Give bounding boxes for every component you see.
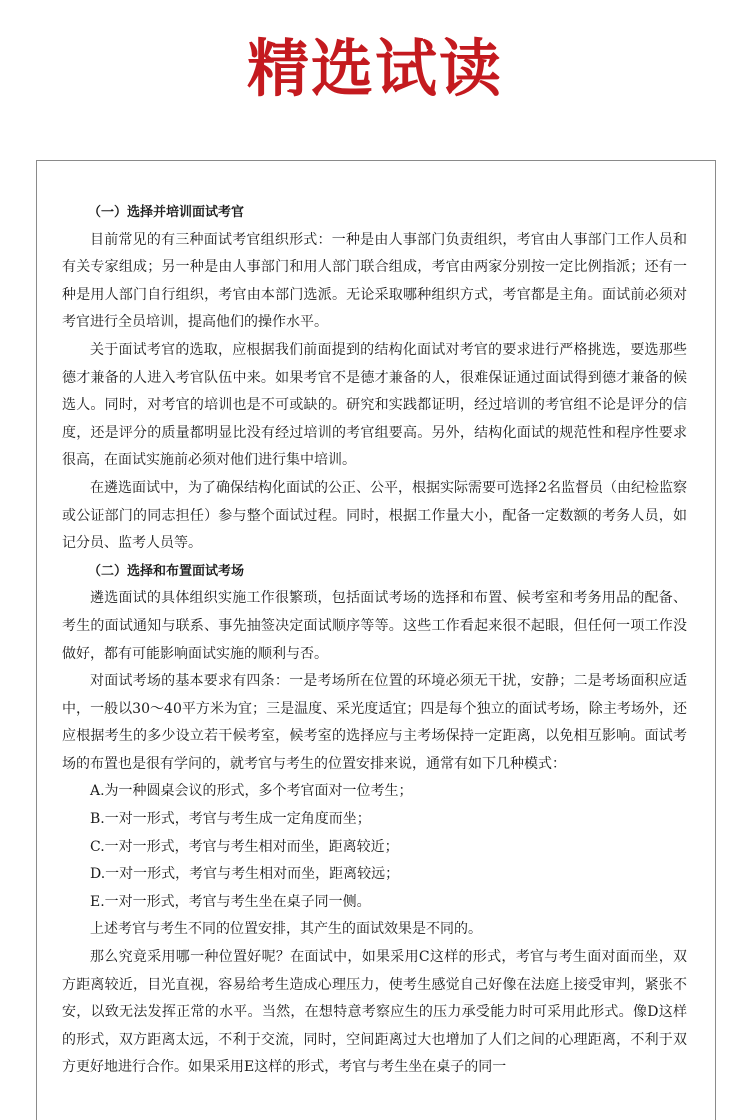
paragraph: 在遴选面试中，为了确保结构化面试的公正、公平，根据实际需要可选择2名监督员（由纪检监察或公证部门的同志担任）参与整个面试过程。同时，根据工作量大小，配备一定数额的考务人员，如记分员、监考人员等。 xyxy=(62,479,687,552)
document-body xyxy=(62,199,687,1082)
section-heading: （二）选择和布置面试考场 xyxy=(88,563,245,579)
paragraph: 上述考官与考生不同的位置安排，其产生的面试效果是不同的。 xyxy=(90,921,482,938)
paragraph: 目前常见的有三种面试考官组织形式：一种是由人事部门负责组织，考官由人事部门工作人员和有关专家组成；另一种是由人事部门和用人部门联合组成，考官由两家分别按一定比例指派；还有一种是用人部门自行组织，考官由本部门选派。无论采取哪种组织方式，考官都是主角。面试前必须对考官进行全员培训，提高他们的操作水平。 xyxy=(62,231,687,331)
list-item: B.一对一形式，考官与考生成一定角度而坐； xyxy=(90,811,371,828)
list-item: A.为一种圆桌会议的形式，多个考官面对一位考生； xyxy=(90,783,413,800)
banner-title: 精选试读 xyxy=(246,32,503,105)
paragraph: 那么究竟采用哪一种位置好呢？在面试中，如果采用C这样的形式，考官与考生面对面而坐，双方距离较近，目光直视，容易给考生造成心理压力，使考生感觉自己好像在法庭上接受审判，紧张不安，以致无法发挥正常的水平。当然，在想特意考察应生的压力承受能力时可采用此形式。像D这样的形式，双方距离太远，不利于交流，同时，空间距离过大也增加了人们之间的心理距离，不利于双方更好地进行合作。如果采用E这样的形式，考官与考生坐在桌子的同一 xyxy=(62,949,687,1076)
section-heading: （一）选择并培训面试考官 xyxy=(88,205,245,220)
banner xyxy=(0,0,750,160)
paragraph: 对面试考场的基本要求有四条：一是考场所在位置的环境必须无干扰，安静；二是考场面积应适中，一般以30～40平方米为宜；三是温度、采光度适宜；四是每个独立的面试考场，除主考场外，还应根据考生的多少设立若干候考室，候考室的选择应与主考场保持一定距离，以免相互影响。面试考场的布置也是很有学问的，就考官与考生的位置安排来说，通常有如下几种模式： xyxy=(62,673,687,772)
list-item: D.一对一形式，考官与考生相对而坐，距离较远； xyxy=(90,866,400,883)
paragraph: 关于面试考官的选取，应根据我们前面提到的结构化面试对考官的要求进行严格挑选，要选那些德才兼备的人进入考官队伍中来。如果考官不是德才兼备的人，很难保证通过面试得到德才兼备的候选人。同时，对考官的培训也是不可或缺的。研究和实践都证明，经过培训的考官组不论是评分的信度，还是评分的质量都明显比没有经过培训的考官组要高。另外，结构化面试的规范性和程序性要求很高，在面试实施前必须对他们进行集中培训。 xyxy=(62,341,687,469)
list-item: E.一对一形式，考官与考生坐在桌子同一侧。 xyxy=(90,893,371,910)
list-item: C.一对一形式，考官与考生相对而坐，距离较近； xyxy=(90,838,399,855)
paragraph: 遴选面试的具体组织实施工作很繁琐，包括面试考场的选择和布置、候考室和考务用品的配备、考生的面试通知与联系、事先抽签决定面试顺序等等。这些工作看起来很不起眼，但任何一项工作没做好，都有可能影响面试实施的顺利与否。 xyxy=(62,590,687,662)
